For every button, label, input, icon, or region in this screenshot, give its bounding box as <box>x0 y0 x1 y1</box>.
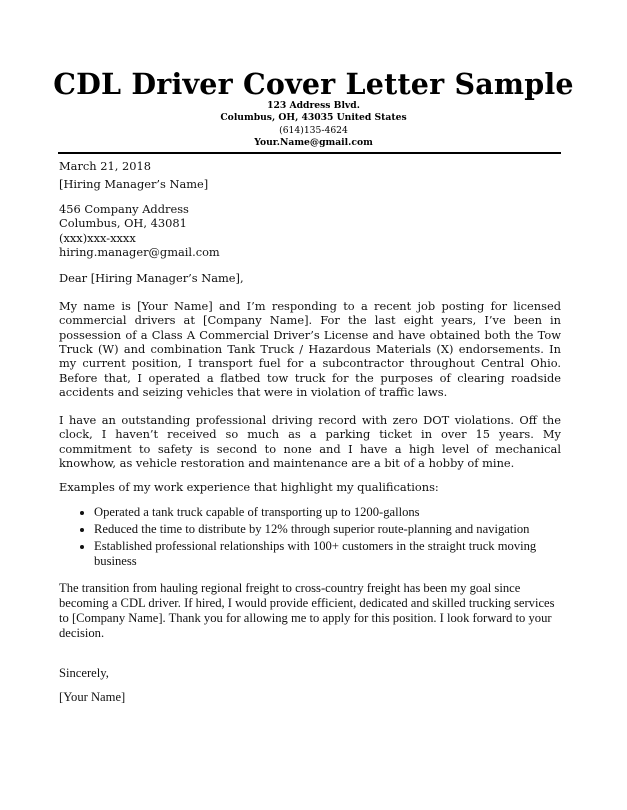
list-item: • Reduced the time to distribute by 12% through superior route-planning and navigation <box>94 522 561 537</box>
list-item: • Established professional relationships with 100+ customers in the straight truck moving business <box>94 539 561 569</box>
letter-body <box>59 159 561 705</box>
recipient-address: 456 Company Address <box>59 201 189 216</box>
closing: Sincerely, <box>59 665 109 680</box>
sender-email: Your.Name@gmail.com <box>254 137 373 149</box>
sender-contact-block <box>0 100 627 150</box>
letter-date: March 21, 2018 <box>59 159 151 173</box>
list-intro: Examples of my work experience that highlight my qualifications: <box>59 480 439 495</box>
recipient-email: hiring.manager@gmail.com <box>59 245 220 260</box>
letter-title: CDL Driver Cover Letter Sample <box>53 67 574 101</box>
recipient-phone: (xxx)xxx-xxxx <box>59 230 136 245</box>
signature: [Your Name] <box>59 689 126 704</box>
paragraph-closing: The transition from hauling regional freight to cross-country freight has been my goal since becoming a CDL driver. If hired, I would provide efficient, dedicated and skilled trucking services to [Company Name]. Thank you for allowing me to apply for this position. I look forward to your decision. <box>59 580 555 640</box>
recipient-name: [Hiring Manager’s Name] <box>59 177 209 192</box>
recipient-city: Columbus, OH, 43081 <box>59 216 187 231</box>
qualifications-list <box>59 505 561 569</box>
paragraph-record: I have an outstanding professional driving record with zero DOT violations. Off the clock, I haven’t received so much as a parking ticket in over 15 years. My commitment to safety is second to none and I have a high level of mechanical knowhow, as vehicle restoration and maintenance are a bit of a hobby of mine. <box>59 412 561 470</box>
list-item: • Operated a tank truck capable of transporting up to 1200-gallons <box>94 505 561 520</box>
sender-address: 123 Address Blvd. <box>267 100 360 111</box>
salutation: Dear [Hiring Manager’s Name], <box>59 271 244 286</box>
sender-city: Columbus, OH, 43035 United States <box>220 112 407 124</box>
sender-phone: (614)135-4624 <box>279 124 348 136</box>
paragraph-intro: My name is [Your Name] and I’m responding to a recent job posting for licensed commercial drivers at [Company Name]. For the last eight years, I’ve been in possession of a Class A Commercial Driver’s License and have obtained both the Tow Truck (W) and combination Tank Truck / Hazardous Materials (X) endorsements. In my current position, I transport fuel for a subcontractor throughout Central Ohio. Before that, I operated a flatbed tow truck for the purposes of clearing roadside accidents and seizing vehicles that were in violation of traffic laws. <box>59 298 561 400</box>
header-divider <box>58 152 561 154</box>
